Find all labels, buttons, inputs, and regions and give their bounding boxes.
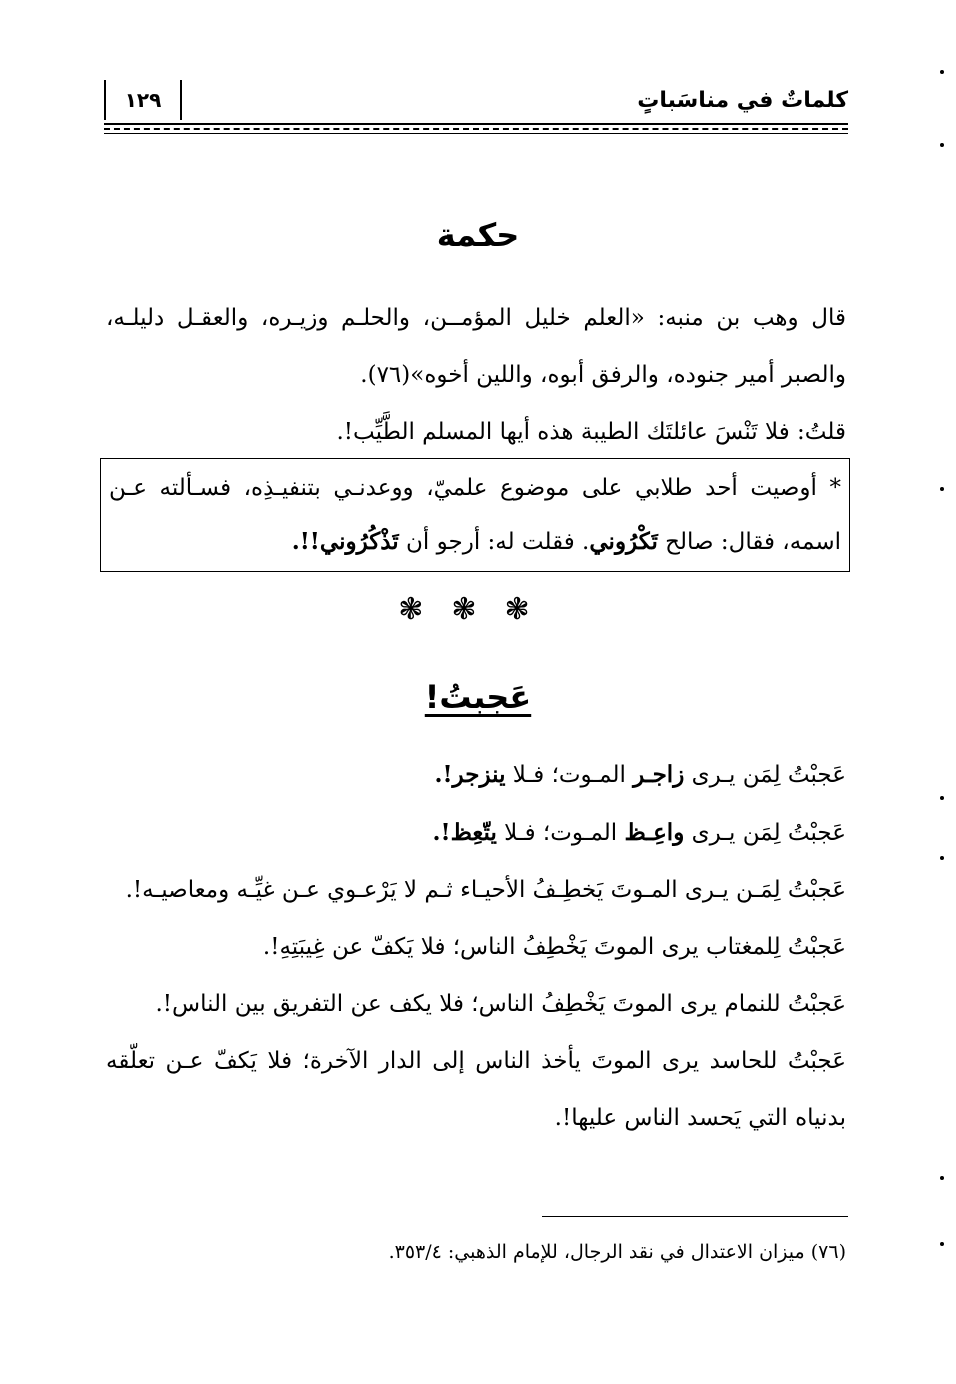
comment-paragraph: قلتُ: فلا تَنْسَ عائلتَك الطيبة هذه أيها المسلم الطَّيِّب!. [336,419,846,445]
ajibtu-line-4: عَجبْتُ لِلمغتاب يرى الموتَ يَخْطِفُ الناس؛ فلا يَكفّ عن غِيبَتِهِ!. [262,934,846,960]
line-text: المـوت؛ فـلا [496,820,625,846]
line-bold-word: ينزجر!. [434,761,506,788]
flower-ornaments: ❃❃❃ [398,592,558,627]
header-rule [104,123,848,125]
ajibtu-line-6: عَجبْتُ للحاسد يرى الموتَ يأخذ الناس إلى الدار الآخرة؛ فلا يَكفّ عـن تعلّقه بدنياه التي يَحسد الناس عليها!. [106,1048,846,1131]
line-text: عَجبْتُ لِمَن يـرى [684,820,846,846]
ajibtu-line-5: عَجبْتُ للنمام يرى الموتَ يَخْطِفُ الناس؛ فلا يكف عن التفريق بين الناس!. [155,991,846,1017]
margin-mark [940,70,944,74]
page-number: ١٢٩ [104,80,182,120]
anecdote-box [100,458,850,572]
anecdote-text-middle: . فقلت له: أرجو أن [398,529,590,555]
margin-mark [940,143,944,147]
quote-paragraph: قال وهب بن منبه: «العلم خليل المؤمــن، والحلـم وزيـره، والعقـل دليلـه، والصبر أمير جنوده، والرفق أبوه، واللين أخوه»(٧٦). [106,305,846,388]
line-text: عَجبْتُ لِمَن يـرى [684,762,846,788]
margin-mark [940,487,944,491]
anecdote-text-start: * أوصيت أحد طلابي على موضوع علميّ، ووعدنـي بتنفيـذِه، فسـألته عـن اسمه، فقال: صالح [109,475,841,555]
margin-mark [940,1176,944,1180]
ajibtu-line-1 [106,746,846,804]
section-title-hikma: حكمة [436,216,520,254]
margin-mark [940,1242,944,1246]
footnote-separator [542,1216,848,1217]
section-title-ajibtu: عَجبتُ! [424,678,532,716]
ajibtu-line-2 [106,804,846,862]
line-bold-word: واعِـظ [624,819,685,846]
anecdote-name: تَكْرُوني [589,528,658,555]
footnote: (٧٦) ميزان الاعتدال في نقد الرجال، للإمام الذهبي: ٣٥٣/٤. [388,1241,846,1263]
line-bold-word: يتّعِظ!. [432,819,497,846]
header-rule-thin [104,133,848,134]
anecdote-reply: تَذْكُرُوني!!. [291,528,399,555]
line-bold-word: زاجـر [633,761,685,788]
running-title: كلماتٌ في مناسَباتٍ [637,88,848,113]
ajibtu-paragraphs [106,746,846,1147]
ajibtu-line-3: عَجبْتُ لِمَـن يـرى المـوتَ يَخطِـفُ الأحيـاء ثـم لا يَرْعـوي عـن غيِّـه ومعاصيـه!. [125,877,846,903]
margin-mark [940,856,944,860]
line-text: المـوت؛ فـلا [505,762,634,788]
header-rule-dashed [104,128,848,130]
margin-mark [940,796,944,800]
